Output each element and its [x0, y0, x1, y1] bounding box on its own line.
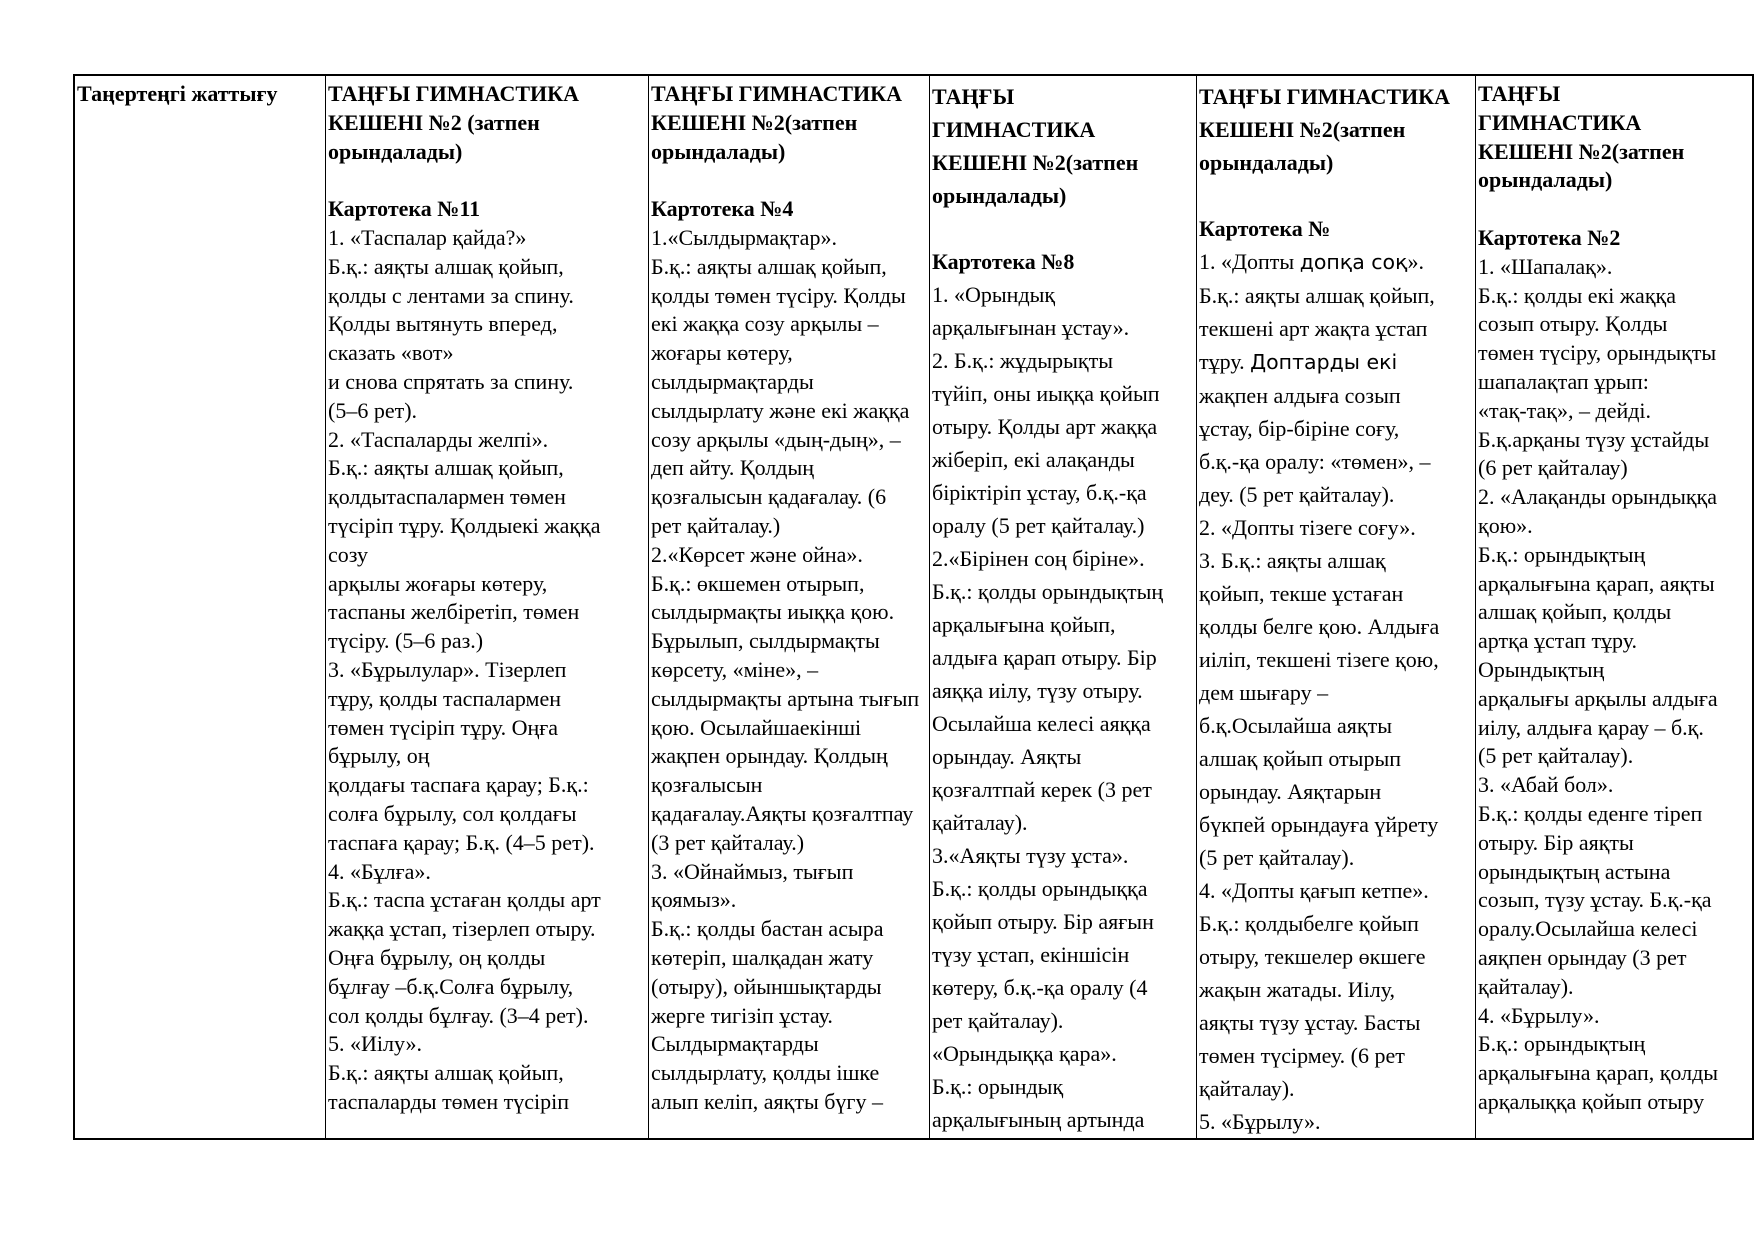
text-line: Б.қ.арқаны түзу ұстайды	[1478, 426, 1710, 452]
text-line: сылдырмақты артына тығып	[651, 685, 920, 711]
text-line: 4. «Бұлға».	[328, 858, 431, 884]
text-line: жоғары көтеру,	[651, 340, 793, 366]
text-line: алдыға қарап отыру. Бір	[932, 645, 1157, 670]
text-line: қойып, текше ұстаған	[1199, 581, 1404, 606]
heading-line: орындалады)	[651, 138, 786, 164]
text-line: қолды төмен түсіру. Қолды	[651, 282, 906, 308]
text-line: алып келіп, аяқты бүгу –	[651, 1088, 883, 1114]
text-line: деп айту. Қолдың	[651, 455, 815, 481]
text-line: сылдырлату, қолды ішке	[651, 1060, 880, 1086]
schedule-table	[73, 74, 1754, 1140]
heading-line: КЕШЕНІ №2(затпен	[651, 109, 858, 135]
text-line: Орындықтың	[1478, 656, 1605, 682]
text-line: тұру. Доптарды екі	[1199, 349, 1398, 374]
heading-line: КЕШЕНІ №2(затпен	[1199, 117, 1406, 142]
text-line: аяқпен орындау (3 рет	[1478, 944, 1687, 970]
text-line: дем шығару –	[1199, 680, 1329, 705]
text-line: сылдырлату және екі жаққа	[651, 397, 910, 423]
text-line: 4. «Бұрылу».	[1478, 1002, 1600, 1028]
text-line: жіберіп, екі алақанды	[932, 447, 1135, 472]
text-line: арқалығына қарап, аяқты	[1478, 570, 1715, 596]
text-line: арқалығына қойып,	[932, 612, 1116, 637]
text-line: иіліп, текшені тізеге қою,	[1199, 647, 1439, 672]
text-line: 3.«Аяқты түзу ұста».	[932, 843, 1129, 868]
text-line: (5–6 рет).	[328, 397, 418, 423]
text-line: оралу (5 рет қайталау.)	[932, 513, 1145, 538]
text-line: 2. Б.қ.: жұдырықты	[932, 348, 1113, 373]
text-line: солға бұрылу, сол қолдағы	[328, 800, 577, 826]
text-line: «Орындыққа қара».	[932, 1041, 1117, 1066]
text-line: тұру, қолды таспалармен	[328, 685, 561, 711]
heading-line: Картотека №2	[1478, 224, 1621, 250]
text-line: екі жаққа созу арқылы –	[651, 311, 879, 337]
heading-line: КЕШЕНІ №2(затпен	[932, 150, 1139, 175]
text-line: (5 рет қайталау).	[1199, 845, 1355, 870]
text-line: 2. «Допты тізеге соғу».	[1199, 515, 1416, 540]
text-line: Б.қ.: аяқты алшақ қойып,	[651, 253, 887, 279]
text-line: бүкпей орындауға үйрету	[1199, 812, 1439, 837]
text-line: алшақ қойып отырып	[1199, 746, 1402, 771]
heading-line: ТАҢҒЫ	[932, 84, 1015, 109]
text-line: жақпен алдыға созып	[1199, 383, 1401, 408]
text-line: төмен түсірмеу. (6 рет	[1199, 1043, 1405, 1068]
text-line: Б.қ.: аяқты алшақ қойып,	[328, 1060, 564, 1086]
heading-line: ТАҢҒЫ ГИМНАСТИКА	[328, 81, 579, 106]
text-line: қайталау).	[932, 810, 1028, 835]
text-line: көрсету, «міне», –	[651, 656, 819, 682]
text-line: рет қайталау.)	[651, 512, 781, 538]
heading-line: Картотека №11	[328, 196, 481, 222]
text-line: оралу.Осылайша келесі	[1478, 916, 1698, 942]
text-line: орындықтың астына	[1478, 858, 1671, 884]
text-line: түсіру. (5–6 раз.)	[328, 628, 484, 654]
text-line: (3 рет қайталау.)	[651, 829, 805, 855]
text-line: 2. «Алақанды орындыққа	[1478, 484, 1718, 510]
text-line: 5. «Иілу».	[328, 1031, 423, 1057]
text-line: (5 рет қайталау).	[1478, 743, 1634, 769]
text-line: қозғалтпай керек (3 рет	[932, 777, 1152, 802]
text-line: (6 рет қайталау)	[1478, 455, 1628, 481]
text-line: қадағалау.Аяқты қозғалтпау	[651, 800, 914, 826]
text-line	[328, 166, 646, 195]
text-line: жақын жатады. Иілу,	[1199, 977, 1396, 1002]
text-line: қою».	[1478, 512, 1533, 538]
text-line: қою. Осылайшаекінші	[651, 714, 862, 740]
cell-content	[1478, 80, 1750, 1117]
text-line: қолды с лентами за спину.	[328, 282, 574, 308]
column-cell-2	[649, 75, 930, 1139]
text-line: түзу ұстап, екіншісін	[932, 942, 1130, 967]
text-line: ұстау, бір-біріне соғу,	[1199, 416, 1400, 441]
text-line: «тақ-тақ», – дейді.	[1478, 397, 1652, 423]
text-line: 1. «Шапалақ».	[1478, 253, 1613, 279]
table-row	[74, 75, 1753, 1139]
text-line: түсіріп тұру. Қолдыекі жаққа	[328, 512, 601, 538]
text-line: 1. «Орындық	[932, 282, 1056, 307]
heading-line: ГИМНАСТИКА	[932, 117, 1096, 142]
text-line: қолды белге қою. Алдыға	[1199, 614, 1440, 639]
text-line: 2.«Көрсет және ойна».	[651, 541, 863, 567]
text-line: көтеріп, шалқадан жату	[651, 944, 874, 970]
text-line: (отыру), ойыншықтарды	[651, 973, 882, 999]
cell-content	[1199, 80, 1473, 1138]
heading-line: Картотека №4	[651, 196, 794, 222]
text-line: Б.қ.: аяқты алшақ қойып,	[1199, 283, 1435, 308]
text-line: отыру. Бір аяқты	[1478, 829, 1634, 855]
text-line: Сылдырмақтарды	[651, 1031, 819, 1057]
text-line: сказать «вот»	[328, 340, 454, 366]
text-line: Б.қ.: орындықтың	[1478, 541, 1646, 567]
text-line: қайталау).	[1199, 1076, 1295, 1101]
heading-line: ГИМНАСТИКА	[1478, 109, 1642, 135]
text-line: 3. Б.қ.: аяқты алшақ	[1199, 548, 1386, 573]
column-cell-5	[1476, 75, 1754, 1139]
text-line: төмен түсіру, орындықты	[1478, 340, 1717, 366]
text-line: Б.қ.: өкшемен отырып,	[651, 570, 865, 596]
text-line	[1478, 195, 1750, 224]
text-line: таспаға қарау; Б.қ. (4–5 рет).	[328, 829, 595, 855]
heading-line: ТАҢҒЫ ГИМНАСТИКА	[651, 81, 902, 106]
text-line: қойып отыру. Бір аяғын	[932, 909, 1154, 934]
text-line: 1.«Сылдырмақтар».	[651, 224, 837, 250]
text-line: төмен түсіріп тұру. Оңға	[328, 714, 559, 740]
heading-line: орындалады)	[1199, 150, 1334, 175]
text-line: шапалақтап ұрып:	[1478, 368, 1649, 394]
text-line: деу. (5 рет қайталау).	[1199, 482, 1395, 507]
text-line: қолдағы таспаға қарау; Б.қ.:	[328, 772, 589, 798]
text-line: Б.қ.: қолдыбелге қойып	[1199, 911, 1419, 936]
text-line	[651, 166, 927, 195]
text-line: Қолды вытянуть вперед,	[328, 311, 558, 337]
text-line: арқалыққа қойып отыру	[1478, 1088, 1705, 1114]
text-line: 5. «Бұрылу».	[1199, 1109, 1321, 1134]
heading-line: КЕШЕНІ №2(затпен	[1478, 138, 1685, 164]
text-line	[932, 212, 1194, 245]
cell-content	[328, 80, 646, 1117]
text-line: Б.қ.: қолды екі жаққа	[1478, 282, 1676, 308]
text-line: б.қ.Осылайша аяқты	[1199, 713, 1393, 738]
text-line: қозғалысын қадағалау. (6	[651, 484, 887, 510]
heading-line: орындалады)	[932, 183, 1067, 208]
text-line: қолдытаспалармен төмен	[328, 484, 566, 510]
text-line: Б.қ.: қолды орындыққа	[932, 876, 1148, 901]
column-cell-1	[326, 75, 649, 1139]
text-line: 1. «Таспалар қайда?»	[328, 224, 527, 250]
text-line: біріктіріп ұстау, б.қ.-қа	[932, 480, 1147, 505]
text-line: артқа ұстап тұру.	[1478, 628, 1638, 654]
text-line: созу	[328, 541, 368, 567]
text-line: Б.қ.: аяқты алшақ қойып,	[328, 455, 564, 481]
text-line: 3. «Бұрылулар». Тізерлеп	[328, 656, 567, 682]
text-line: Оңға бұрылу, оң қолды	[328, 944, 546, 970]
text-line: Б.қ.: қолды орындықтың	[932, 579, 1164, 604]
text-line: и снова спрятать за спину.	[328, 368, 574, 394]
text-line: 2.«Бірінен соң біріне».	[932, 546, 1145, 571]
text-line: қозғалысын	[651, 772, 763, 798]
text-line: орындау. Аяқты	[932, 744, 1082, 769]
text-line: бұлғау –б.қ.Солға бұрылу,	[328, 973, 574, 999]
text-line: арқылы жоғары көтеру,	[328, 570, 548, 596]
row-label: Таңертеңгі жаттығу	[77, 81, 278, 106]
text-line: жақпен орындау. Қолдың	[651, 743, 888, 769]
text-line: 3. «Ойнаймыз, тығып	[651, 858, 854, 884]
text-line: рет қайталау).	[932, 1008, 1064, 1033]
heading-line: Картотека №8	[932, 249, 1075, 274]
text-line: отыру, текшелер өкшеге	[1199, 944, 1426, 969]
text-line: Осылайша келесі аяққа	[932, 711, 1151, 736]
text-line: Б.қ.: аяқты алшақ қойып,	[328, 253, 564, 279]
text-line: түйіп, оны иыққа қойып	[932, 381, 1160, 406]
cell-content	[932, 80, 1194, 1136]
text-line: көтеру, б.қ.-қа оралу (4	[932, 975, 1148, 1000]
text-line: созып отыру. Қолды	[1478, 311, 1668, 337]
text-line: Бұрылып, сылдырмақты	[651, 628, 880, 654]
text-line: созу арқылы «дың-дың», –	[651, 426, 901, 452]
text-line: жерге тигізіп ұстау.	[651, 1002, 833, 1028]
text-line: қоямыз».	[651, 887, 737, 913]
text-line: бұрылу, оң	[328, 743, 430, 769]
text-line	[1199, 179, 1473, 212]
text-line: Б.қ.: орындық	[932, 1074, 1064, 1099]
text-line: Б.қ.: орындықтың	[1478, 1031, 1646, 1057]
text-line: 2. «Таспаларды желпі».	[328, 426, 549, 452]
text-line: арқалығына қарап, қолды	[1478, 1060, 1719, 1086]
text-line: жаққа ұстап, тізерлеп отыру.	[328, 916, 596, 942]
text-line: сылдырмақтарды	[651, 368, 814, 394]
cell-content	[651, 80, 927, 1117]
text-line: отыру. Қолды арт жаққа	[932, 414, 1158, 439]
text-line: Б.қ.: таспа ұстаған қолды арт	[328, 887, 601, 913]
text-line: 1. «Допты допқа соқ».	[1199, 249, 1424, 274]
text-line: созып, түзу ұстау. Б.қ.-қа	[1478, 887, 1712, 913]
text-line: таспаны желбіретіп, төмен	[328, 599, 580, 625]
text-line: қайталау).	[1478, 973, 1574, 999]
heading-line: орындалады)	[1478, 167, 1613, 193]
text-line: б.қ.-қа оралу: «төмен», –	[1199, 449, 1431, 474]
text-line: таспаларды төмен түсіріп	[328, 1088, 570, 1114]
text-line: иілу, алдыға қарау – б.қ.	[1478, 714, 1704, 740]
heading-line: ТАҢҒЫ	[1478, 81, 1561, 106]
text-line: 3. «Абай бол».	[1478, 772, 1614, 798]
heading-line: орындалады)	[328, 138, 463, 164]
text-line: Б.қ.: қолды еденге тіреп	[1478, 800, 1703, 826]
text-line: текшені арт жақта ұстап	[1199, 316, 1428, 341]
heading-line: ТАҢҒЫ ГИМНАСТИКА	[1199, 84, 1450, 109]
text-line: аяқты түзу ұстау. Басты	[1199, 1010, 1421, 1035]
text-line: Б.қ.: қолды бастан асыра	[651, 916, 884, 942]
row-label-cell	[74, 75, 326, 1139]
heading-line: КЕШЕНІ №2 (затпен	[328, 109, 540, 135]
text-line: орындау. Аяқтарын	[1199, 779, 1382, 804]
text-line: аяққа иілу, түзу отыру.	[932, 678, 1143, 703]
text-line: сол қолды бұлғау. (3–4 рет).	[328, 1002, 589, 1028]
heading-line: Картотека №	[1199, 216, 1331, 241]
text-line: алшақ қойып, қолды	[1478, 599, 1672, 625]
column-cell-4	[1197, 75, 1476, 1139]
text-line: арқалығы арқылы алдыға	[1478, 685, 1718, 711]
text-line: арқалығының артында	[932, 1107, 1145, 1132]
text-line: 4. «Допты қағып кетпе».	[1199, 878, 1429, 903]
column-cell-3	[930, 75, 1197, 1139]
text-line: сылдырмақты иыққа қою.	[651, 599, 895, 625]
text-line: арқалығынан ұстау».	[932, 315, 1130, 340]
